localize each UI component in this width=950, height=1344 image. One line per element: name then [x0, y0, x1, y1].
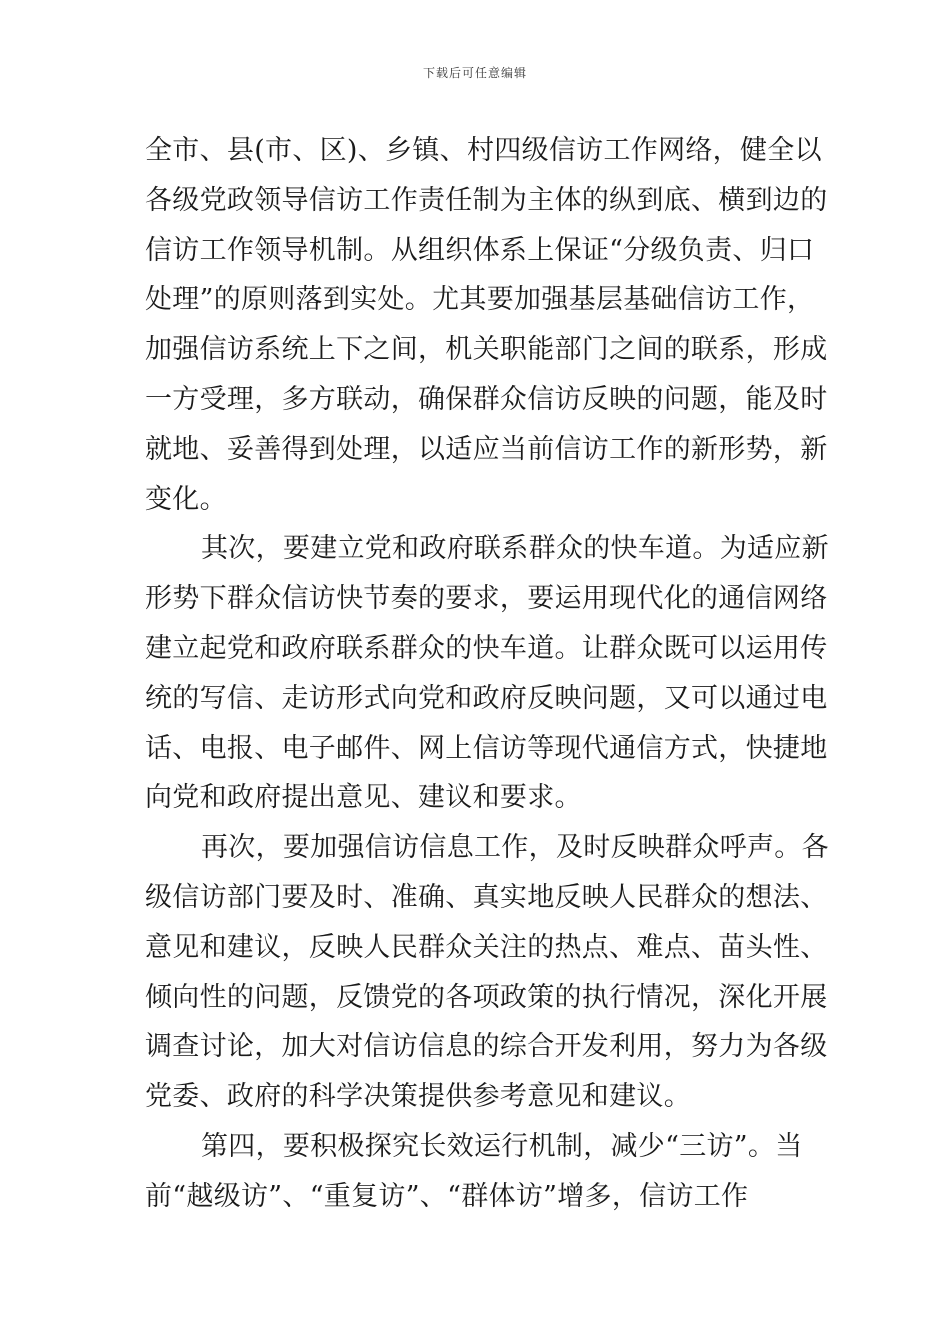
- text-line: 前“越级访”、“重复访”、“群体访”增多，信访工作: [145, 1180, 749, 1212]
- text-line: 级信访部门要及时、准确、真实地反映人民群众的想法、: [145, 881, 828, 913]
- text-line: 变化。: [145, 483, 227, 515]
- document-body: [145, 126, 829, 1222]
- page-header: 下载后可任意编辑: [422, 66, 527, 80]
- text-line: 各级党政领导信访工作责任制为主体的纵到底、横到边的: [145, 184, 828, 216]
- text-line: 党委、政府的科学决策提供参考意见和建议。: [145, 1081, 691, 1113]
- text-line: 意见和建议，反映人民群众关注的热点、难点、苗头性、: [145, 931, 828, 963]
- paragraph-first-line: 再次，要加强信访信息工作，及时反映群众呼声。各: [201, 832, 829, 864]
- text-line: 加强信访系统上下之间，机关职能部门之间的联系，形成: [145, 334, 828, 366]
- text-line: 信访工作领导机制。从组织体系上保证“分级负责、归口: [145, 234, 815, 266]
- text-line: 一方受理，多方联动，确保群众信访反映的问题，能及时: [145, 383, 828, 415]
- text-line: 全市、县(市、区)、乡镇、村四级信访工作网络，健全以: [145, 135, 822, 166]
- paragraph-first-line: 第四，要积极探究长效运行机制，减少“三访”。当: [201, 1130, 803, 1162]
- text-line: 就地、妥善得到处理，以适应当前信访工作的新形势，新: [145, 433, 828, 465]
- text-line: 处理”的原则落到实处。尤其要加强基层基础信访工作，: [145, 284, 815, 316]
- text-line: 话、电报、电子邮件、网上信访等现代通信方式，快捷地: [145, 732, 828, 764]
- paragraph-first-line: 其次，要建立党和政府联系群众的快车道。为适应新: [201, 533, 829, 565]
- text-line: 向党和政府提出意见、建议和要求。: [145, 782, 582, 814]
- text-line: 倾向性的问题，反馈党的各项政策的执行情况，深化开展: [145, 981, 828, 1013]
- text-line: 建立起党和政府联系群众的快车道。让群众既可以运用传: [145, 632, 828, 664]
- text-line: 统的写信、走访形式向党和政府反映问题，又可以通过电: [145, 682, 828, 714]
- text-line: 调查讨论，加大对信访信息的综合开发利用，努力为各级: [145, 1031, 828, 1063]
- text-line: 形势下群众信访快节奏的要求，要运用现代化的通信网络: [145, 583, 828, 615]
